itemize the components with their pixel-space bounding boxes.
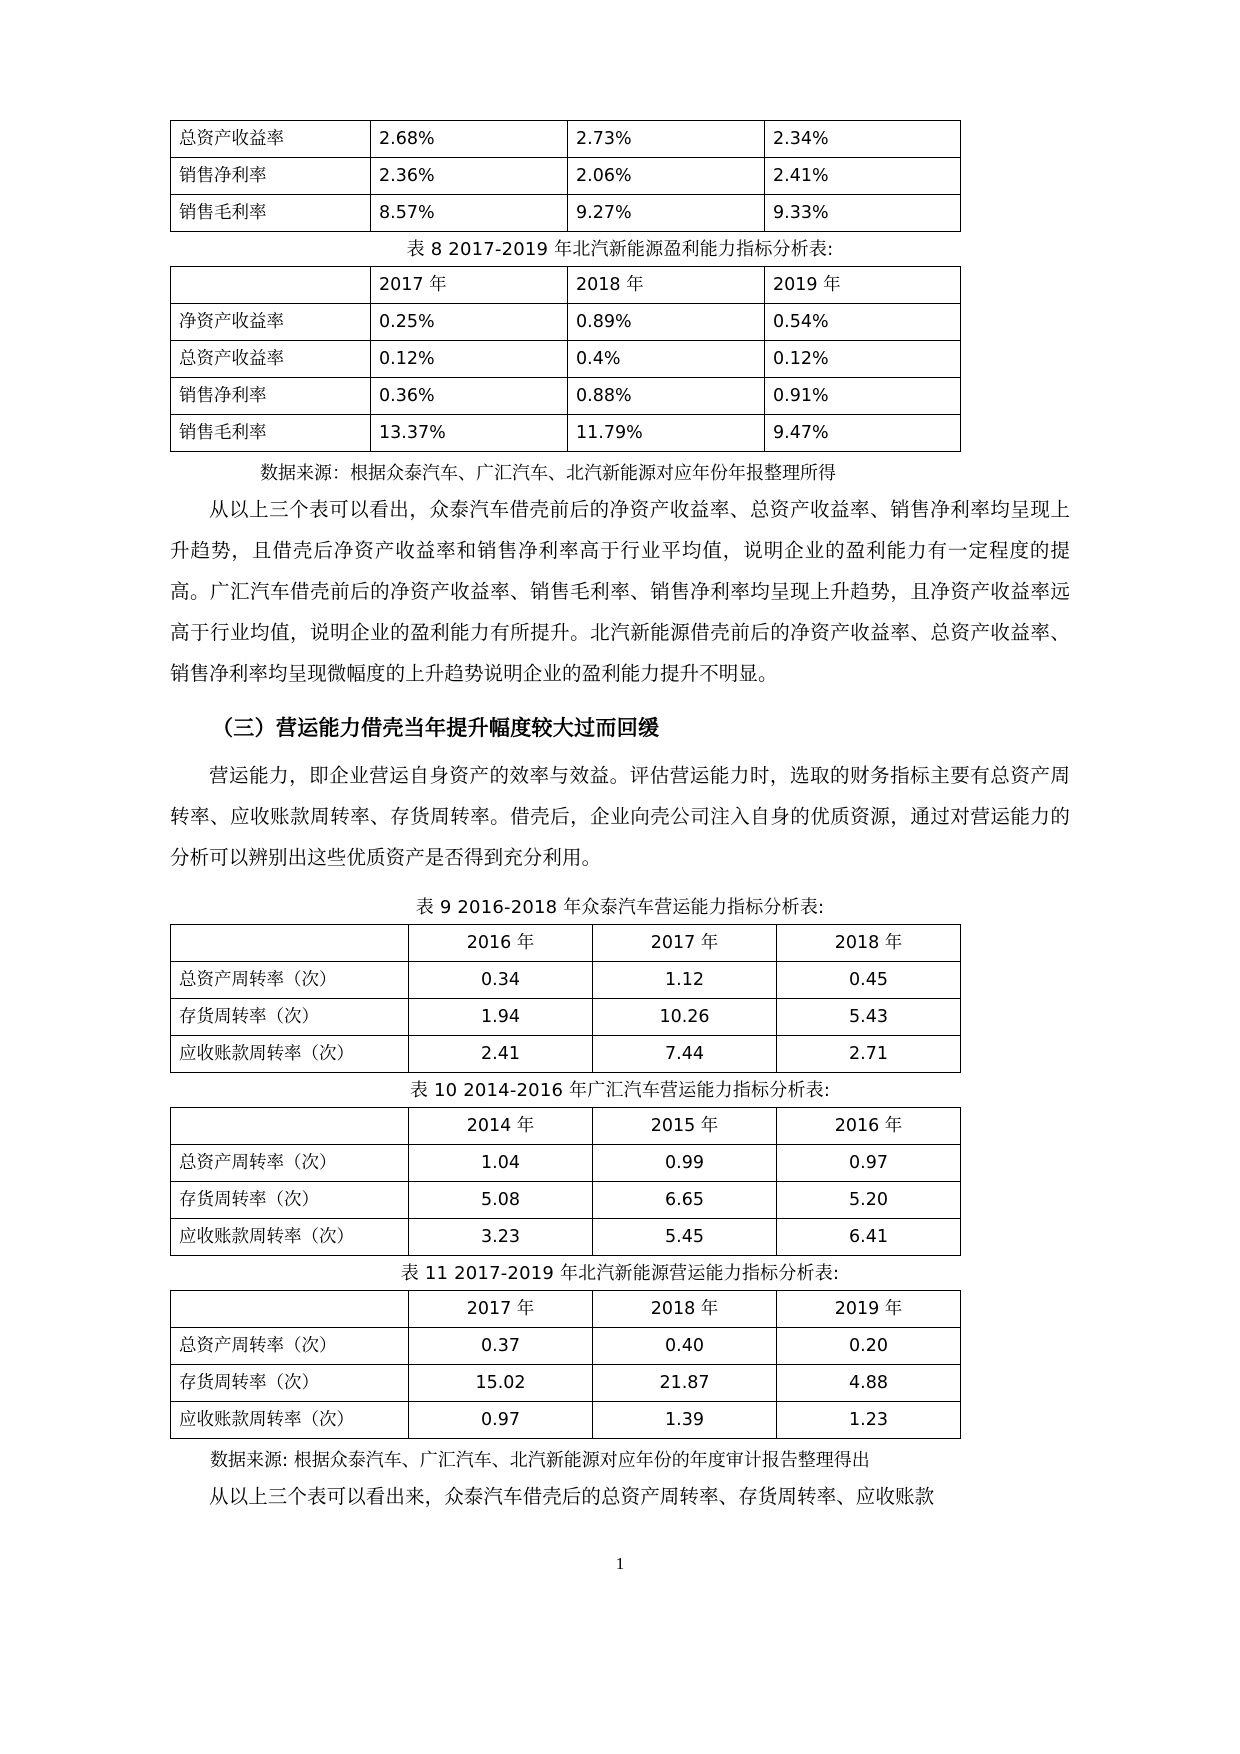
column-header: 2018 年 xyxy=(593,1291,777,1328)
table10-caption: 表 10 2014-2016 年广汇汽车营运能力指标分析表: xyxy=(409,1080,831,1102)
table-profitability-baic xyxy=(170,266,961,452)
cell-value: 4.88 xyxy=(777,1365,961,1402)
cell-value: 0.97 xyxy=(409,1402,593,1439)
table-row xyxy=(171,195,961,232)
table-row xyxy=(171,158,961,195)
table-row xyxy=(171,1328,961,1365)
cell-value: 1.23 xyxy=(777,1402,961,1439)
table9-caption: 表 9 2016-2018 年众泰汽车营运能力指标分析表: xyxy=(415,897,825,919)
cell-value: 2.41 xyxy=(409,1036,593,1073)
cell-value: 0.34 xyxy=(409,962,593,999)
row-label: 应收账款周转率（次） xyxy=(171,1219,409,1256)
cell-value: 6.65 xyxy=(593,1182,777,1219)
cell-value: 5.20 xyxy=(777,1182,961,1219)
cell-value: 5.45 xyxy=(593,1219,777,1256)
column-header: 2017 年 xyxy=(371,267,568,304)
row-label: 总资产周转率（次） xyxy=(171,1145,409,1182)
column-header: 2017 年 xyxy=(409,1291,593,1328)
row-label: 总资产收益率 xyxy=(171,341,371,378)
table-header-row xyxy=(171,267,961,304)
cell-value: 0.89% xyxy=(568,304,765,341)
row-label: 销售毛利率 xyxy=(171,415,371,452)
column-header: 2019 年 xyxy=(777,1291,961,1328)
column-header xyxy=(171,1291,409,1328)
column-header: 2015 年 xyxy=(593,1108,777,1145)
column-header: 2018 年 xyxy=(568,267,765,304)
table-header-row xyxy=(171,925,961,962)
cell-value: 0.12% xyxy=(371,341,568,378)
table-row xyxy=(171,1182,961,1219)
cell-value: 11.79% xyxy=(568,415,765,452)
column-header xyxy=(171,925,409,962)
table-profitability-guanghui-tail xyxy=(170,120,961,232)
cell-value: 2.06% xyxy=(568,158,765,195)
cell-value: 0.37 xyxy=(409,1328,593,1365)
table-header-row xyxy=(171,1291,961,1328)
cell-value: 9.27% xyxy=(568,195,765,232)
cell-value: 21.87 xyxy=(593,1365,777,1402)
row-label: 存货周转率（次） xyxy=(171,1182,409,1219)
table-row xyxy=(171,1219,961,1256)
column-header: 2017 年 xyxy=(593,925,777,962)
cell-value: 7.44 xyxy=(593,1036,777,1073)
column-header: 2016 年 xyxy=(409,925,593,962)
row-label: 销售净利率 xyxy=(171,158,371,195)
table-operating-zotye xyxy=(170,924,961,1073)
cell-value: 3.23 xyxy=(409,1219,593,1256)
table-row xyxy=(171,1402,961,1439)
cell-value: 0.25% xyxy=(371,304,568,341)
row-label: 应收账款周转率（次） xyxy=(171,1036,409,1073)
cell-value: 0.99 xyxy=(593,1145,777,1182)
cell-value: 9.33% xyxy=(765,195,961,232)
cell-value: 2.68% xyxy=(371,121,568,158)
table-row xyxy=(171,1145,961,1182)
table11-caption: 表 11 2017-2019 年北汽新能源营运能力指标分析表: xyxy=(400,1263,840,1285)
cell-value: 1.12 xyxy=(593,962,777,999)
table-operating-guanghui xyxy=(170,1107,961,1256)
cell-value: 0.36% xyxy=(371,378,568,415)
cell-value: 0.40 xyxy=(593,1328,777,1365)
row-label: 存货周转率（次） xyxy=(171,1365,409,1402)
cell-value: 10.26 xyxy=(593,999,777,1036)
row-label: 销售净利率 xyxy=(171,378,371,415)
row-label: 总资产收益率 xyxy=(171,121,371,158)
column-header: 2016 年 xyxy=(777,1108,961,1145)
table-row xyxy=(171,962,961,999)
cell-value: 8.57% xyxy=(371,195,568,232)
cell-value: 2.73% xyxy=(568,121,765,158)
row-label: 总资产周转率（次） xyxy=(171,1328,409,1365)
cell-value: 0.12% xyxy=(765,341,961,378)
cell-value: 6.41 xyxy=(777,1219,961,1256)
table11-source-note: 数据来源: 根据众泰汽车、广汇汽车、北汽新能源对应年份的年度审计报告整理得出 xyxy=(210,1450,870,1472)
paragraph-operating-summary: 从以上三个表可以看出来，众泰汽车借壳后的总资产周转率、存货周转率、应收账款 xyxy=(209,1485,935,1509)
table-operating-baic xyxy=(170,1290,961,1439)
table-row xyxy=(171,121,961,158)
page-number: 1 xyxy=(615,1554,625,1573)
cell-value: 2.36% xyxy=(371,158,568,195)
row-label: 净资产收益率 xyxy=(171,304,371,341)
table-row xyxy=(171,1365,961,1402)
column-header: 2014 年 xyxy=(409,1108,593,1145)
row-label: 销售毛利率 xyxy=(171,195,371,232)
cell-value: 5.08 xyxy=(409,1182,593,1219)
column-header xyxy=(171,1108,409,1145)
cell-value: 0.54% xyxy=(765,304,961,341)
row-label: 存货周转率（次） xyxy=(171,999,409,1036)
table-row xyxy=(171,1036,961,1073)
cell-value: 13.37% xyxy=(371,415,568,452)
table8-caption: 表 8 2017-2019 年北汽新能源盈利能力指标分析表: xyxy=(406,239,834,260)
cell-value: 9.47% xyxy=(765,415,961,452)
cell-value: 1.39 xyxy=(593,1402,777,1439)
cell-value: 1.04 xyxy=(409,1145,593,1182)
table-row xyxy=(171,341,961,378)
cell-value: 5.43 xyxy=(777,999,961,1036)
table-row xyxy=(171,378,961,415)
column-header: 2018 年 xyxy=(777,925,961,962)
cell-value: 2.71 xyxy=(777,1036,961,1073)
paragraph-profitability-summary: 从以上三个表可以看出，众泰汽车借壳前后的净资产收益率、总资产收益率、销售净利率均呈现上升趋势，且借壳后净资产收益率和销售净利率高于行业平均值，说明企业的盈利能力有一定程度的提高。广汇汽车借壳前后的净资产收益率、销售毛利率、销售净利率均呈现上升趋势，且净资产收益率远高于行业均值，说明企业的盈利能力有所提升。北汽新能源借壳前后的净资产收益率、总资产收益率、销售净利率均呈现微幅度的上升趋势说明企业的盈利能力提升不明显。 xyxy=(170,497,1070,685)
row-label: 应收账款周转率（次） xyxy=(171,1402,409,1439)
cell-value: 0.4% xyxy=(568,341,765,378)
cell-value: 15.02 xyxy=(409,1365,593,1402)
cell-value: 0.20 xyxy=(777,1328,961,1365)
row-label: 总资产周转率（次） xyxy=(171,962,409,999)
column-header: 2019 年 xyxy=(765,267,961,304)
page-title: （三）营运能力借壳当年提升幅度较大过而回缓 xyxy=(212,715,660,740)
table8-source-note: 数据来源：根据众泰汽车、广汇汽车、北汽新能源对应年份年报整理所得 xyxy=(260,463,836,484)
cell-value: 2.41% xyxy=(765,158,961,195)
table-row xyxy=(171,304,961,341)
table-row xyxy=(171,415,961,452)
cell-value: 0.45 xyxy=(777,962,961,999)
cell-value: 2.34% xyxy=(765,121,961,158)
paragraph-operating-capacity-intro: 营运能力，即企业营运自身资产的效率与效益。评估营运能力时，选取的财务指标主要有总资产周转率、应收账款周转率、存货周转率。借壳后，企业向壳公司注入自身的优质资源，通过对营运能力的分析可以辨别出这些优质资产是否得到充分利用。 xyxy=(170,764,1070,870)
column-header xyxy=(171,267,371,304)
cell-value: 0.97 xyxy=(777,1145,961,1182)
table-header-row xyxy=(171,1108,961,1145)
cell-value: 0.88% xyxy=(568,378,765,415)
cell-value: 1.94 xyxy=(409,999,593,1036)
table-row xyxy=(171,999,961,1036)
cell-value: 0.91% xyxy=(765,378,961,415)
